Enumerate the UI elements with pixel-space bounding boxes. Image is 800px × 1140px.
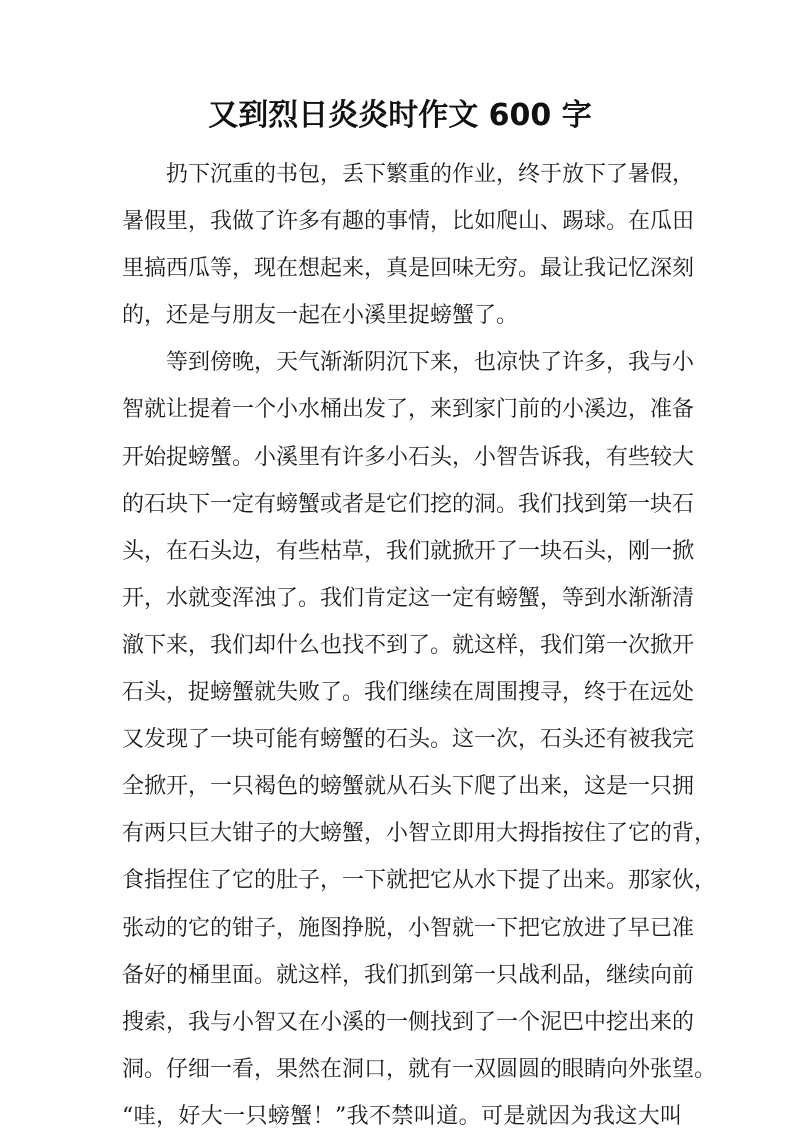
paragraph-line: 的，还是与朋友一起在小溪里捉螃蟹了。 (122, 303, 519, 329)
paragraph-line: 食指捏住了它的肚子，一下就把它从水下提了出来。那家伙， (122, 868, 717, 894)
paragraph-line: 洞。仔细一看，果然在洞口，就有一双圆圆的眼睛向外张望。 (122, 1056, 717, 1082)
paragraph-line: 头，在石头边，有些枯草，我们就掀开了一块石头，刚一掀 (122, 538, 695, 564)
paragraph-line: 搜索，我与小智又在小溪的一侧找到了一个泥巴中挖出来的 (122, 1009, 695, 1035)
paragraph-line: 有两只巨大钳子的大螃蟹，小智立即用大拇指按住了它的背， (122, 821, 717, 847)
document-body (122, 151, 717, 1140)
paragraph-2 (122, 339, 717, 1140)
paragraph-line: 暑假里，我做了许多有趣的事情，比如爬山、踢球。在瓜田 (122, 209, 695, 235)
paragraph-line: 开始捉螃蟹。小溪里有许多小石头，小智告诉我，有些较大 (122, 444, 695, 470)
paragraph-line: “哇，好大一只螃蟹！”我不禁叫道。可是就因为我这大叫 (122, 1103, 682, 1129)
paragraph-line: 扔下沉重的书包，丢下繁重的作业，终于放下了暑假， (166, 162, 695, 187)
paragraph-line: 澈下来，我们却什么也找不到了。就这样，我们第一次掀开 (122, 632, 695, 658)
paragraph-line: 等到傍晚，天气渐渐阴沉下来，也凉快了许多，我与小 (166, 350, 695, 376)
paragraph-line: 智就让提着一个小水桶出发了，来到家门前的小溪边，准备 (122, 397, 695, 423)
paragraph-line: 开，水就变浑浊了。我们肯定这一定有螃蟹，等到水渐渐清 (122, 585, 695, 611)
paragraph-1 (122, 151, 695, 339)
paragraph-line: 的石块下一定有螃蟹或者是它们挖的洞。我们找到第一块石 (122, 491, 695, 517)
document-title: 又到烈日炎炎时作文 600 字 (208, 98, 592, 133)
paragraph-line: 张动的它的钳子，施图挣脱，小智就一下把它放进了早已准 (122, 915, 695, 941)
paragraph-line: 又发现了一块可能有螃蟹的石头。这一次，石头还有被我完 (122, 727, 695, 753)
paragraph-line: 里搞西瓜等，现在想起来，真是回味无穷。最让我记忆深刻 (122, 256, 695, 282)
paragraph-line: 全掀开，一只褐色的螃蟹就从石头下爬了出来，这是一只拥 (122, 774, 695, 800)
paragraph-line: 备好的桶里面。就这样，我们抓到第一只战利品，继续向前 (122, 962, 695, 988)
paragraph-line: 石头，捉螃蟹就失败了。我们继续在周围搜寻，终于在远处 (122, 680, 695, 706)
